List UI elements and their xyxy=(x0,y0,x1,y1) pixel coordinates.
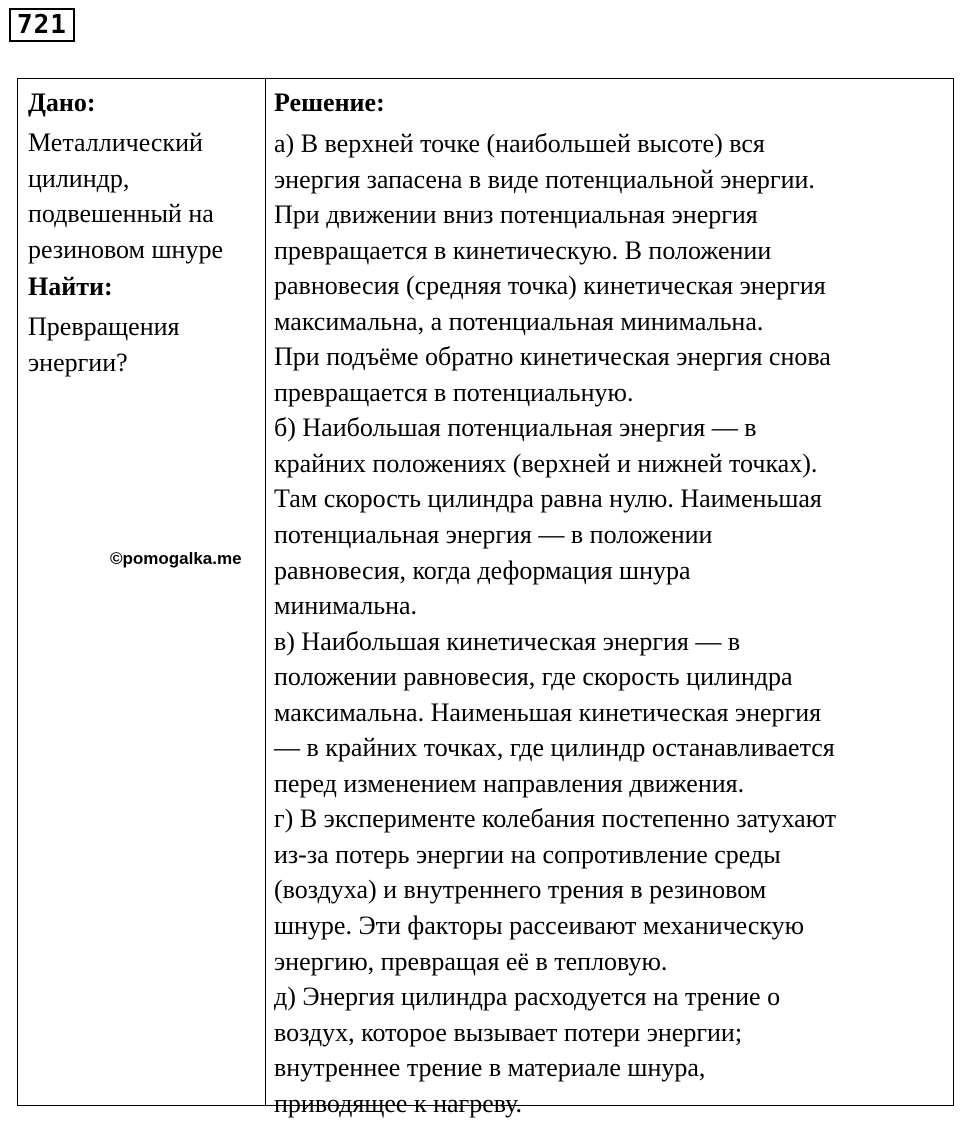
task-number: 721 xyxy=(9,8,75,42)
solution-heading: Решение: xyxy=(274,88,385,117)
solution-line: энергию, превращая её в тепловую. xyxy=(274,946,668,976)
solution-line: приводящее к нагреву. xyxy=(274,1088,523,1118)
solution-line: шнуре. Эти факторы рассеивают механическую xyxy=(274,911,805,941)
solution-line: б) Наибольшая потенциальная энергия — в xyxy=(274,413,757,443)
solution-body xyxy=(274,126,945,1121)
given-column xyxy=(18,79,266,1105)
given-text: Металлический цилиндр, подвешенный на резиновом шнуре xyxy=(28,128,223,264)
solution-column xyxy=(266,79,953,1118)
find-text: Превращения энергии? xyxy=(28,312,180,377)
given-heading: Дано: xyxy=(28,88,96,117)
solution-line: превращается в потенциальную. xyxy=(274,377,634,407)
solution-table xyxy=(17,78,954,1118)
solution-line: равновесия (средняя точка) кинетическая энергия xyxy=(274,271,826,301)
solution-line: превращается в кинетическую. В положении xyxy=(274,235,772,265)
solution-line: внутреннее трение в материале шнура, xyxy=(274,1053,706,1083)
solution-line: При подъёме обратно кинетическая энергия снова xyxy=(274,342,831,372)
solution-line: — в крайних точках, где цилиндр останавливается xyxy=(274,733,835,763)
solution-line: При движении вниз потенциальная энергия xyxy=(274,200,758,230)
solution-line: а) В верхней точке (наибольшей высоте) вся xyxy=(274,129,765,158)
solution-line: перед изменением направления движения. xyxy=(274,768,745,798)
solution-line: равновесия, когда деформация шнура xyxy=(274,555,691,585)
solution-line: положении равновесия, где скорость цилиндра xyxy=(274,662,793,692)
solution-line: воздух, которое вызывает потери энергии; xyxy=(274,1017,743,1047)
solution-line: г) В эксперименте колебания постепенно затухают xyxy=(274,804,837,834)
solution-line: максимальна. Наименьшая кинетическая энергия xyxy=(274,697,822,727)
solution-line: энергия запасена в виде потенциальной энергии. xyxy=(274,164,815,194)
solution-line: из-за потерь энергии на сопротивление среды xyxy=(274,839,781,869)
solution-line: крайних положениях (верхней и нижней точках). xyxy=(274,448,818,478)
solution-line: потенциальная энергия — в положении xyxy=(274,520,713,550)
watermark: ©pomogalka.me xyxy=(110,549,242,568)
solution-line: д) Энергия цилиндра расходуется на трение о xyxy=(274,982,781,1012)
solution-line: Там скорость цилиндра равна нулю. Наименьшая xyxy=(274,484,822,514)
find-heading: Найти: xyxy=(28,272,113,301)
solution-line: (воздуха) и внутреннего трения в резиновом xyxy=(274,875,767,905)
solution-line: в) Наибольшая кинетическая энергия — в xyxy=(274,626,741,656)
solution-line: максимальна, а потенциальная минимальна. xyxy=(274,306,764,336)
solution-line: минимальна. xyxy=(274,591,418,621)
